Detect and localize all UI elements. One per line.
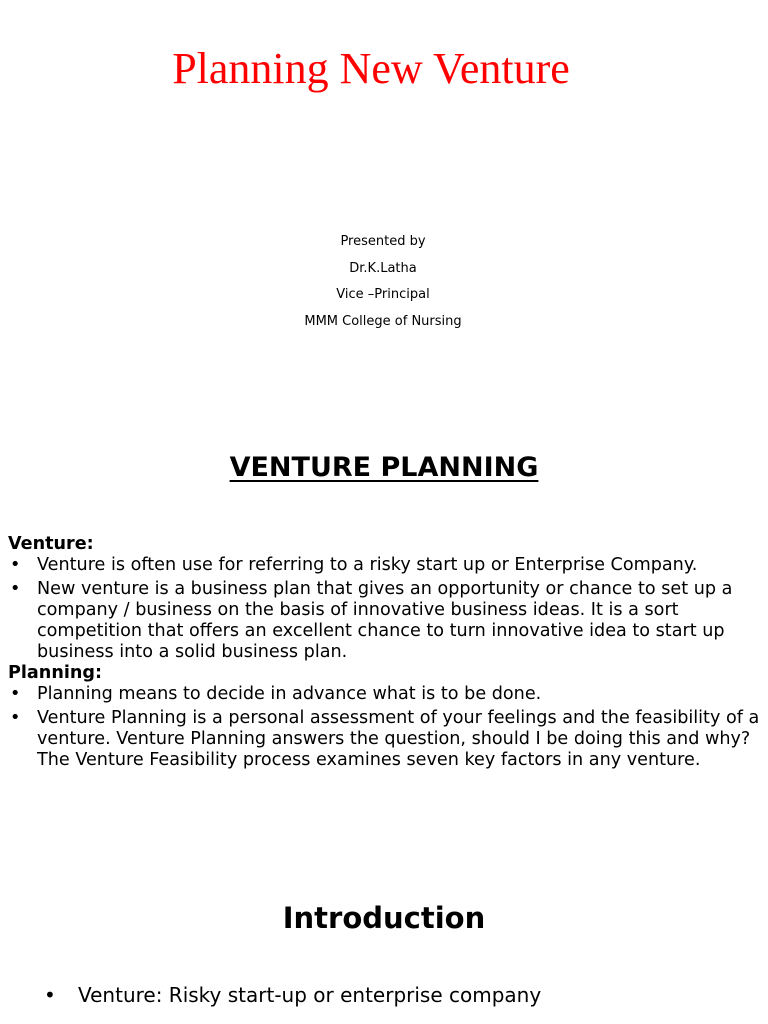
bullet-item: • Planning means to decide in advance what is to be done. — [8, 684, 764, 705]
slide-body — [8, 534, 764, 771]
section-heading-planning: Planning: — [8, 663, 103, 683]
slide-body — [44, 982, 744, 1008]
slide-venture-planning — [0, 440, 768, 870]
slide-heading: Introduction — [282, 901, 486, 935]
slide-heading-text: VENTURE PLANNING — [229, 452, 539, 483]
section-heading-venture: Venture: — [8, 534, 94, 554]
slide-title — [0, 0, 768, 420]
slide-introduction — [0, 890, 768, 1024]
presenter-line: MMM College of Nursing — [304, 313, 462, 329]
bullet-item: • Venture is often use for referring to a risky start up or Enterprise Company. — [8, 555, 764, 576]
presenter-line: Dr.K.Latha — [349, 260, 417, 276]
bullet-item: • Venture Planning is a personal assessment of your feelings and the feasibility of a venture. Venture Planning answers the question, should I be doing this and why? The Venture Feasibility process examines seven key factors in any venture. — [8, 708, 764, 771]
presenter-block — [0, 229, 766, 335]
slide-heading — [0, 450, 768, 486]
slide-title-heading: Planning New Venture — [172, 44, 570, 93]
bullet-item: • New venture is a business plan that gives an opportunity or chance to set up a company / business on the basis of innovative business ideas. It is a sort competition that offers an excellent chance to turn innovative idea to start up business into a solid business plan. — [8, 579, 764, 663]
presenter-line: Presented by — [340, 234, 426, 249]
presenter-line: Vice –Principal — [336, 287, 430, 302]
bullet-item: • Venture: Risky start-up or enterprise company — [44, 982, 744, 1008]
